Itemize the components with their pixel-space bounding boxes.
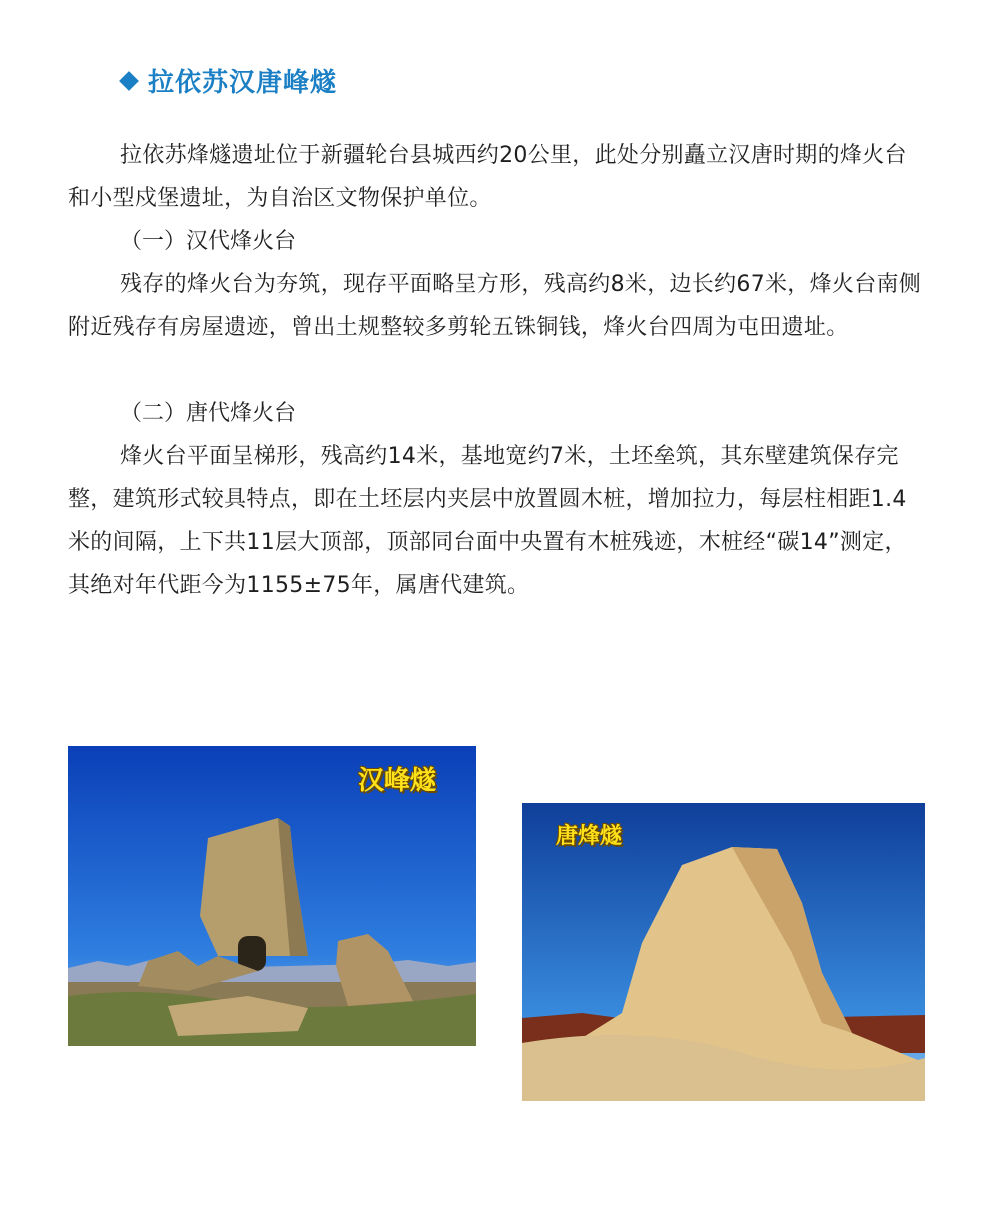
intro-paragraph: 拉依苏烽燧遗址位于新疆轮台县城西约20公里，此处分别矗立汉唐时期的烽火台和小型戍堡遗址，为自治区文物保护单位。 [68,143,907,211]
section-title [122,62,337,99]
han-photo-label: 汉峰燧 [358,766,437,796]
diamond-bullet-icon [119,71,139,91]
tang-beacon-photo [522,803,925,1101]
han-beacon-photo [68,746,476,1046]
tang-paragraph: 烽火台平面呈梯形，残高约14米，基地宽约7米，土坯垒筑，其东壁建筑保存完整，建筑形式较具特点，即在土坯层内夹层中放置圆木桩，增加拉力，每层柱相距1.4米的间隔，上下共11层大顶部，顶部同台面中央置有木桩残迹，木桩经“碳14”测定，其绝对年代距今为1155±75年，属唐代建筑。 [68,444,907,598]
tang-subheading: （二）唐代烽火台 [120,401,297,426]
tang-photo-label: 唐烽燧 [556,824,623,849]
han-subheading: （一）汉代烽火台 [120,229,297,254]
han-paragraph: 残存的烽火台为夯筑，现存平面略呈方形，残高约8米，边长约67米，烽火台南侧附近残存有房屋遗迹，曾出土规整较多剪轮五铢铜钱，烽火台四周为屯田遗址。 [68,272,922,340]
section-title-text: 拉依苏汉唐峰燧 [148,68,338,98]
